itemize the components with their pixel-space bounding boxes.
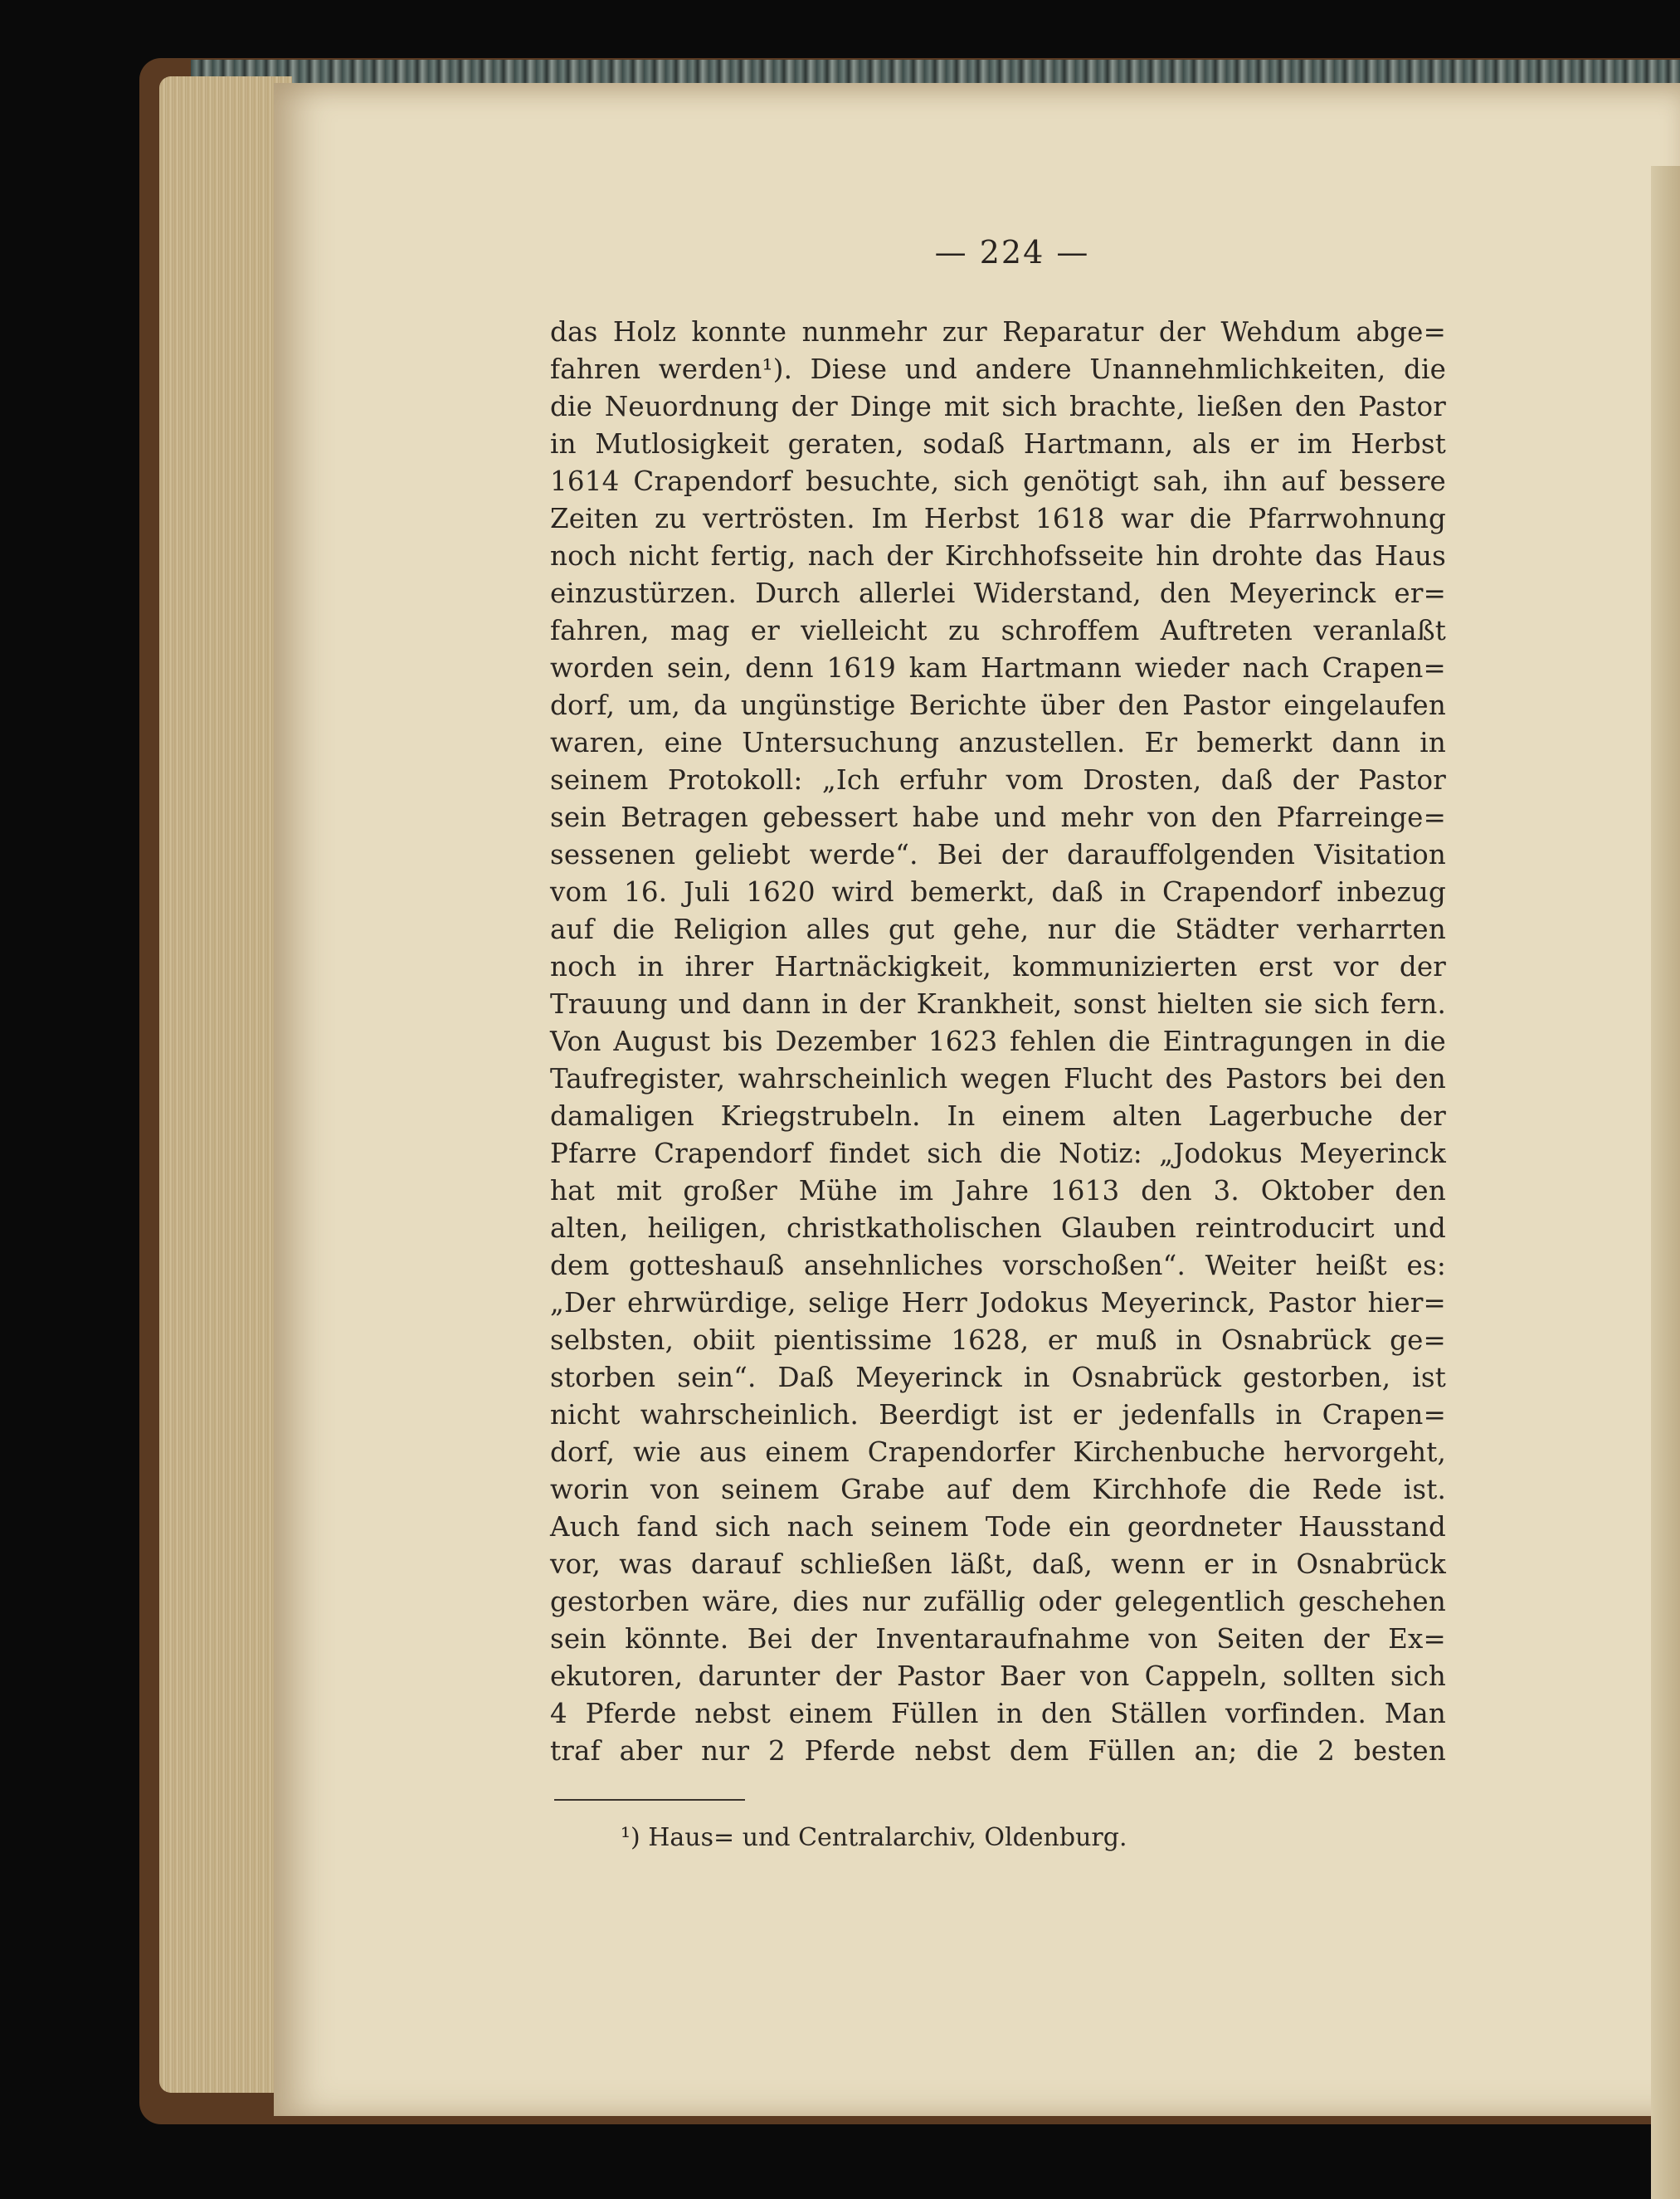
text-line: worin von seinem Grabe auf dem Kirchhofe die Rede ist. [550,1474,1446,1505]
text-line: vom 16. Juli 1620 wird bemerkt, daß in Crapendorf inbezug [550,876,1446,908]
footnote-divider [554,1799,745,1801]
text-line: Zeiten zu vertrösten. Im Herbst 1618 war die Pfarrwohnung [550,503,1446,534]
text-line: 1614 Crapendorf besuchte, sich genötigt sah, ihn auf bessere [550,466,1446,497]
text-line: traf aber nur 2 Pferde nebst dem Füllen an; die 2 besten [550,1735,1446,1767]
text-line: auf die Religion alles gut gehe, nur die Städter verharrten [550,914,1446,945]
text-line: Pfarre Crapendorf findet sich die Notiz: „Jodokus Meyerinck [550,1138,1446,1169]
text-line: gestorben wäre, dies nur zufällig oder gelegentlich geschehen [550,1586,1446,1617]
text-line: fahren werden¹). Diese und andere Unannehmlichkeiten, die [550,353,1446,385]
text-line: hat mit großer Mühe im Jahre 1613 den 3. Oktober den [550,1175,1446,1207]
text-line: sein Betragen gebessert habe und mehr von den Pfarreinge= [550,802,1446,833]
text-line: noch nicht fertig, nach der Kirchhofsseite hin drohte das Haus [550,540,1446,572]
text-line: fahren, mag er vielleicht zu schroffem Auftreten veranlaßt [550,615,1446,646]
text-line: sein könnte. Bei der Inventaraufnahme von Seiten der Ex= [550,1623,1446,1655]
text-line: Auch fand sich nach seinem Tode ein geordneter Hausstand [550,1511,1446,1543]
text-line: einzustürzen. Durch allerlei Widerstand, den Meyerinck er= [550,578,1446,609]
text-line: worden sein, denn 1619 kam Hartmann wieder nach Crapen= [550,652,1446,684]
text-line: vor, was darauf schließen läßt, daß, wenn er in Osnabrück [550,1548,1446,1580]
text-line: dem gotteshauß ansehnliches vorschoßen“. Weiter heißt es: [550,1250,1446,1281]
text-line: Taufregister, wahrscheinlich wegen Flucht des Pastors bei den [550,1063,1446,1095]
next-page-edge [1651,166,1680,2199]
text-line: 4 Pferde nebst einem Füllen in den Ställen vorfinden. Man [550,1698,1446,1729]
text-line: in Mutlosigkeit geraten, sodaß Hartmann, als er im Herbst [550,428,1446,460]
text-line: damaligen Kriegstrubeln. In einem alten Lagerbuche der [550,1100,1446,1132]
text-line: waren, eine Untersuchung anzustellen. Er bemerkt dann in [550,727,1446,758]
text-line: sessenen geliebt werde“. Bei der darauffolgenden Visitation [550,839,1446,870]
body-text [550,314,1446,1770]
text-line: seinem Protokoll: „Ich erfuhr vom Drosten, daß der Pastor [550,764,1446,796]
text-line: nicht wahrscheinlich. Beerdigt ist er jedenfalls in Crapen= [550,1399,1446,1431]
footnote: ¹) Haus= und Centralarchiv, Oldenburg. [621,1823,1127,1852]
page-number: — 224 — [934,234,1090,271]
text-line: Von August bis Dezember 1623 fehlen die Eintragungen in die [550,1026,1446,1057]
page-stack-edge [159,76,292,2093]
text-line: dorf, wie aus einem Crapendorfer Kirchenbuche hervorgeht, [550,1436,1446,1468]
text-line: die Neuordnung der Dinge mit sich brachte, ließen den Pastor [550,391,1446,422]
text-line: das Holz konnte nunmehr zur Reparatur der Wehdum abge= [550,316,1446,348]
text-line: ekutoren, darunter der Pastor Baer von Cappeln, sollten sich [550,1660,1446,1692]
text-line: dorf, um, da ungünstige Berichte über den Pastor eingelaufen [550,690,1446,721]
text-line: noch in ihrer Hartnäckigkeit, kommunizierten erst vor der [550,951,1446,982]
text-line: alten, heiligen, christkatholischen Glauben reintroducirt und [550,1212,1446,1244]
text-line: selbsten, obiit pientissime 1628, er muß in Osnabrück ge= [550,1324,1446,1356]
text-line: „Der ehrwürdige, selige Herr Jodokus Meyerinck, Pastor hier= [550,1287,1446,1319]
text-line: Trauung und dann in der Krankheit, sonst hielten sie sich fern. [550,988,1446,1020]
text-line: storben sein“. Daß Meyerinck in Osnabrück gestorben, ist [550,1362,1446,1393]
